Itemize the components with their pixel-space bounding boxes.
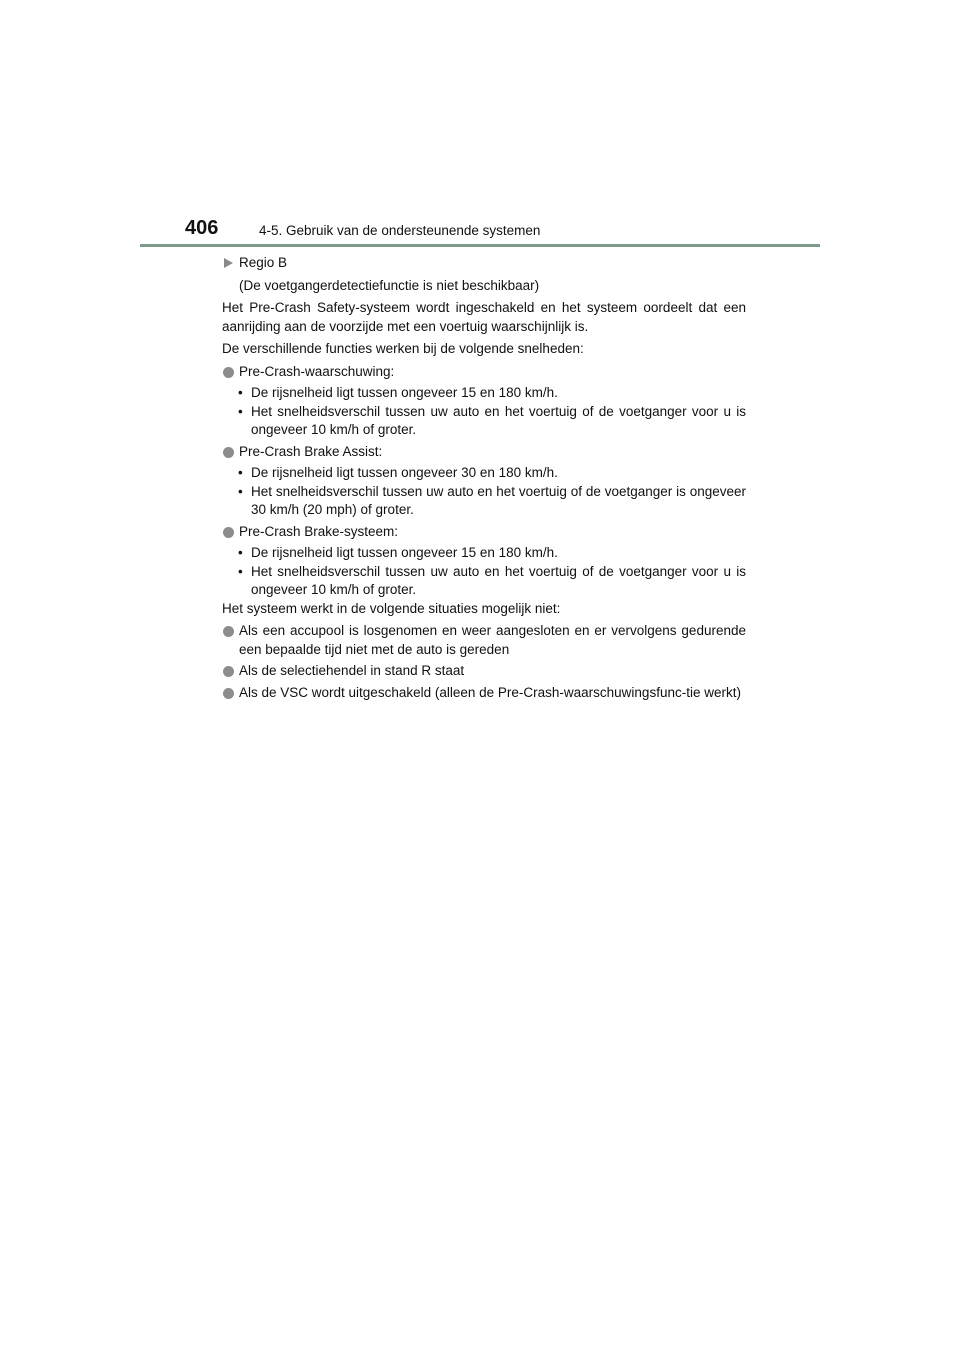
condition-item [222, 403, 746, 440]
circle-bullet-icon [223, 666, 234, 677]
condition-text: De rijsnelheid ligt tussen ongeveer 15 en 180 km/h. [251, 545, 558, 560]
feature-name: Pre-Crash-waarschuwing: [239, 363, 395, 379]
bullet-icon: • [238, 483, 243, 499]
circle-bullet-icon [223, 688, 234, 699]
page-header [185, 214, 820, 246]
bullet-icon: • [238, 403, 243, 419]
feature-name: Pre-Crash Brake-systeem: [239, 523, 399, 539]
region-label: Regio B [239, 255, 288, 270]
feature-block [222, 443, 746, 520]
region-note: (De voetgangerdetectiefunctie is niet beschikbaar) [239, 277, 540, 293]
circle-bullet-icon [223, 447, 234, 458]
circle-bullet-icon [223, 626, 234, 637]
condition-item [222, 563, 746, 600]
situation-text: Als de selectiehendel in stand R staat [239, 663, 465, 678]
feature-heading [222, 363, 746, 382]
bullet-icon: • [238, 385, 243, 400]
feature-heading [222, 443, 746, 462]
feature-heading [222, 523, 746, 542]
header-divider [140, 244, 820, 247]
condition-text: Het snelheidsverschil tussen uw auto en het voertuig of de voetganger voor u is ongeveer 10 km/h of groter. [251, 563, 746, 597]
bullet-icon: • [238, 545, 243, 560]
situation-text: Als een accupool is losgenomen en weer aangesloten en er vervolgens gedurende een bepaalde tijd niet met de auto is gereden [239, 623, 746, 657]
bullet-icon: • [238, 465, 243, 480]
feature-block [222, 363, 746, 440]
speeds-intro: De verschillende functies werken bij de volgende snelheden: [222, 341, 584, 356]
situation-item [222, 684, 746, 703]
condition-text: Het snelheidsverschil tussen uw auto en het voertuig of de voetganger is ongeveer 30 km/h (20 mph) of groter. [251, 483, 746, 517]
page-number: 406 [185, 217, 219, 239]
situation-text: Als de VSC wordt uitgeschakeld (alleen de Pre-Crash-waarschuwingsfunc-tie werkt) [239, 684, 741, 700]
condition-item [222, 544, 746, 563]
triangle-bullet-icon [224, 258, 233, 268]
region-heading [222, 254, 746, 273]
feature-name: Pre-Crash Brake Assist: [239, 443, 383, 459]
condition-item [222, 464, 746, 483]
situation-item [222, 622, 746, 659]
condition-item [222, 384, 746, 403]
condition-text: De rijsnelheid ligt tussen ongeveer 30 en 180 km/h. [251, 465, 558, 480]
bullet-icon: • [238, 563, 243, 579]
condition-item [222, 483, 746, 520]
situations-intro: Het systeem werkt in de volgende situaties mogelijk niet: [222, 600, 561, 616]
circle-bullet-icon [223, 367, 234, 378]
situation-item [222, 662, 746, 681]
condition-text: De rijsnelheid ligt tussen ongeveer 15 en 180 km/h. [251, 385, 558, 400]
feature-block [222, 523, 746, 600]
section-title: 4-5. Gebruik van de ondersteunende systemen [259, 223, 541, 238]
circle-bullet-icon [223, 527, 234, 538]
intro-paragraph: Het Pre-Crash Safety-systeem wordt ingeschakeld en het systeem oordeelt dat een aanrijding aan de voorzijde met een voertuig waarschijnlijk is. [222, 300, 746, 334]
condition-text: Het snelheidsverschil tussen uw auto en het voertuig of de voetganger voor u is ongeveer 10 km/h of groter. [251, 403, 746, 437]
page-content [222, 254, 746, 705]
